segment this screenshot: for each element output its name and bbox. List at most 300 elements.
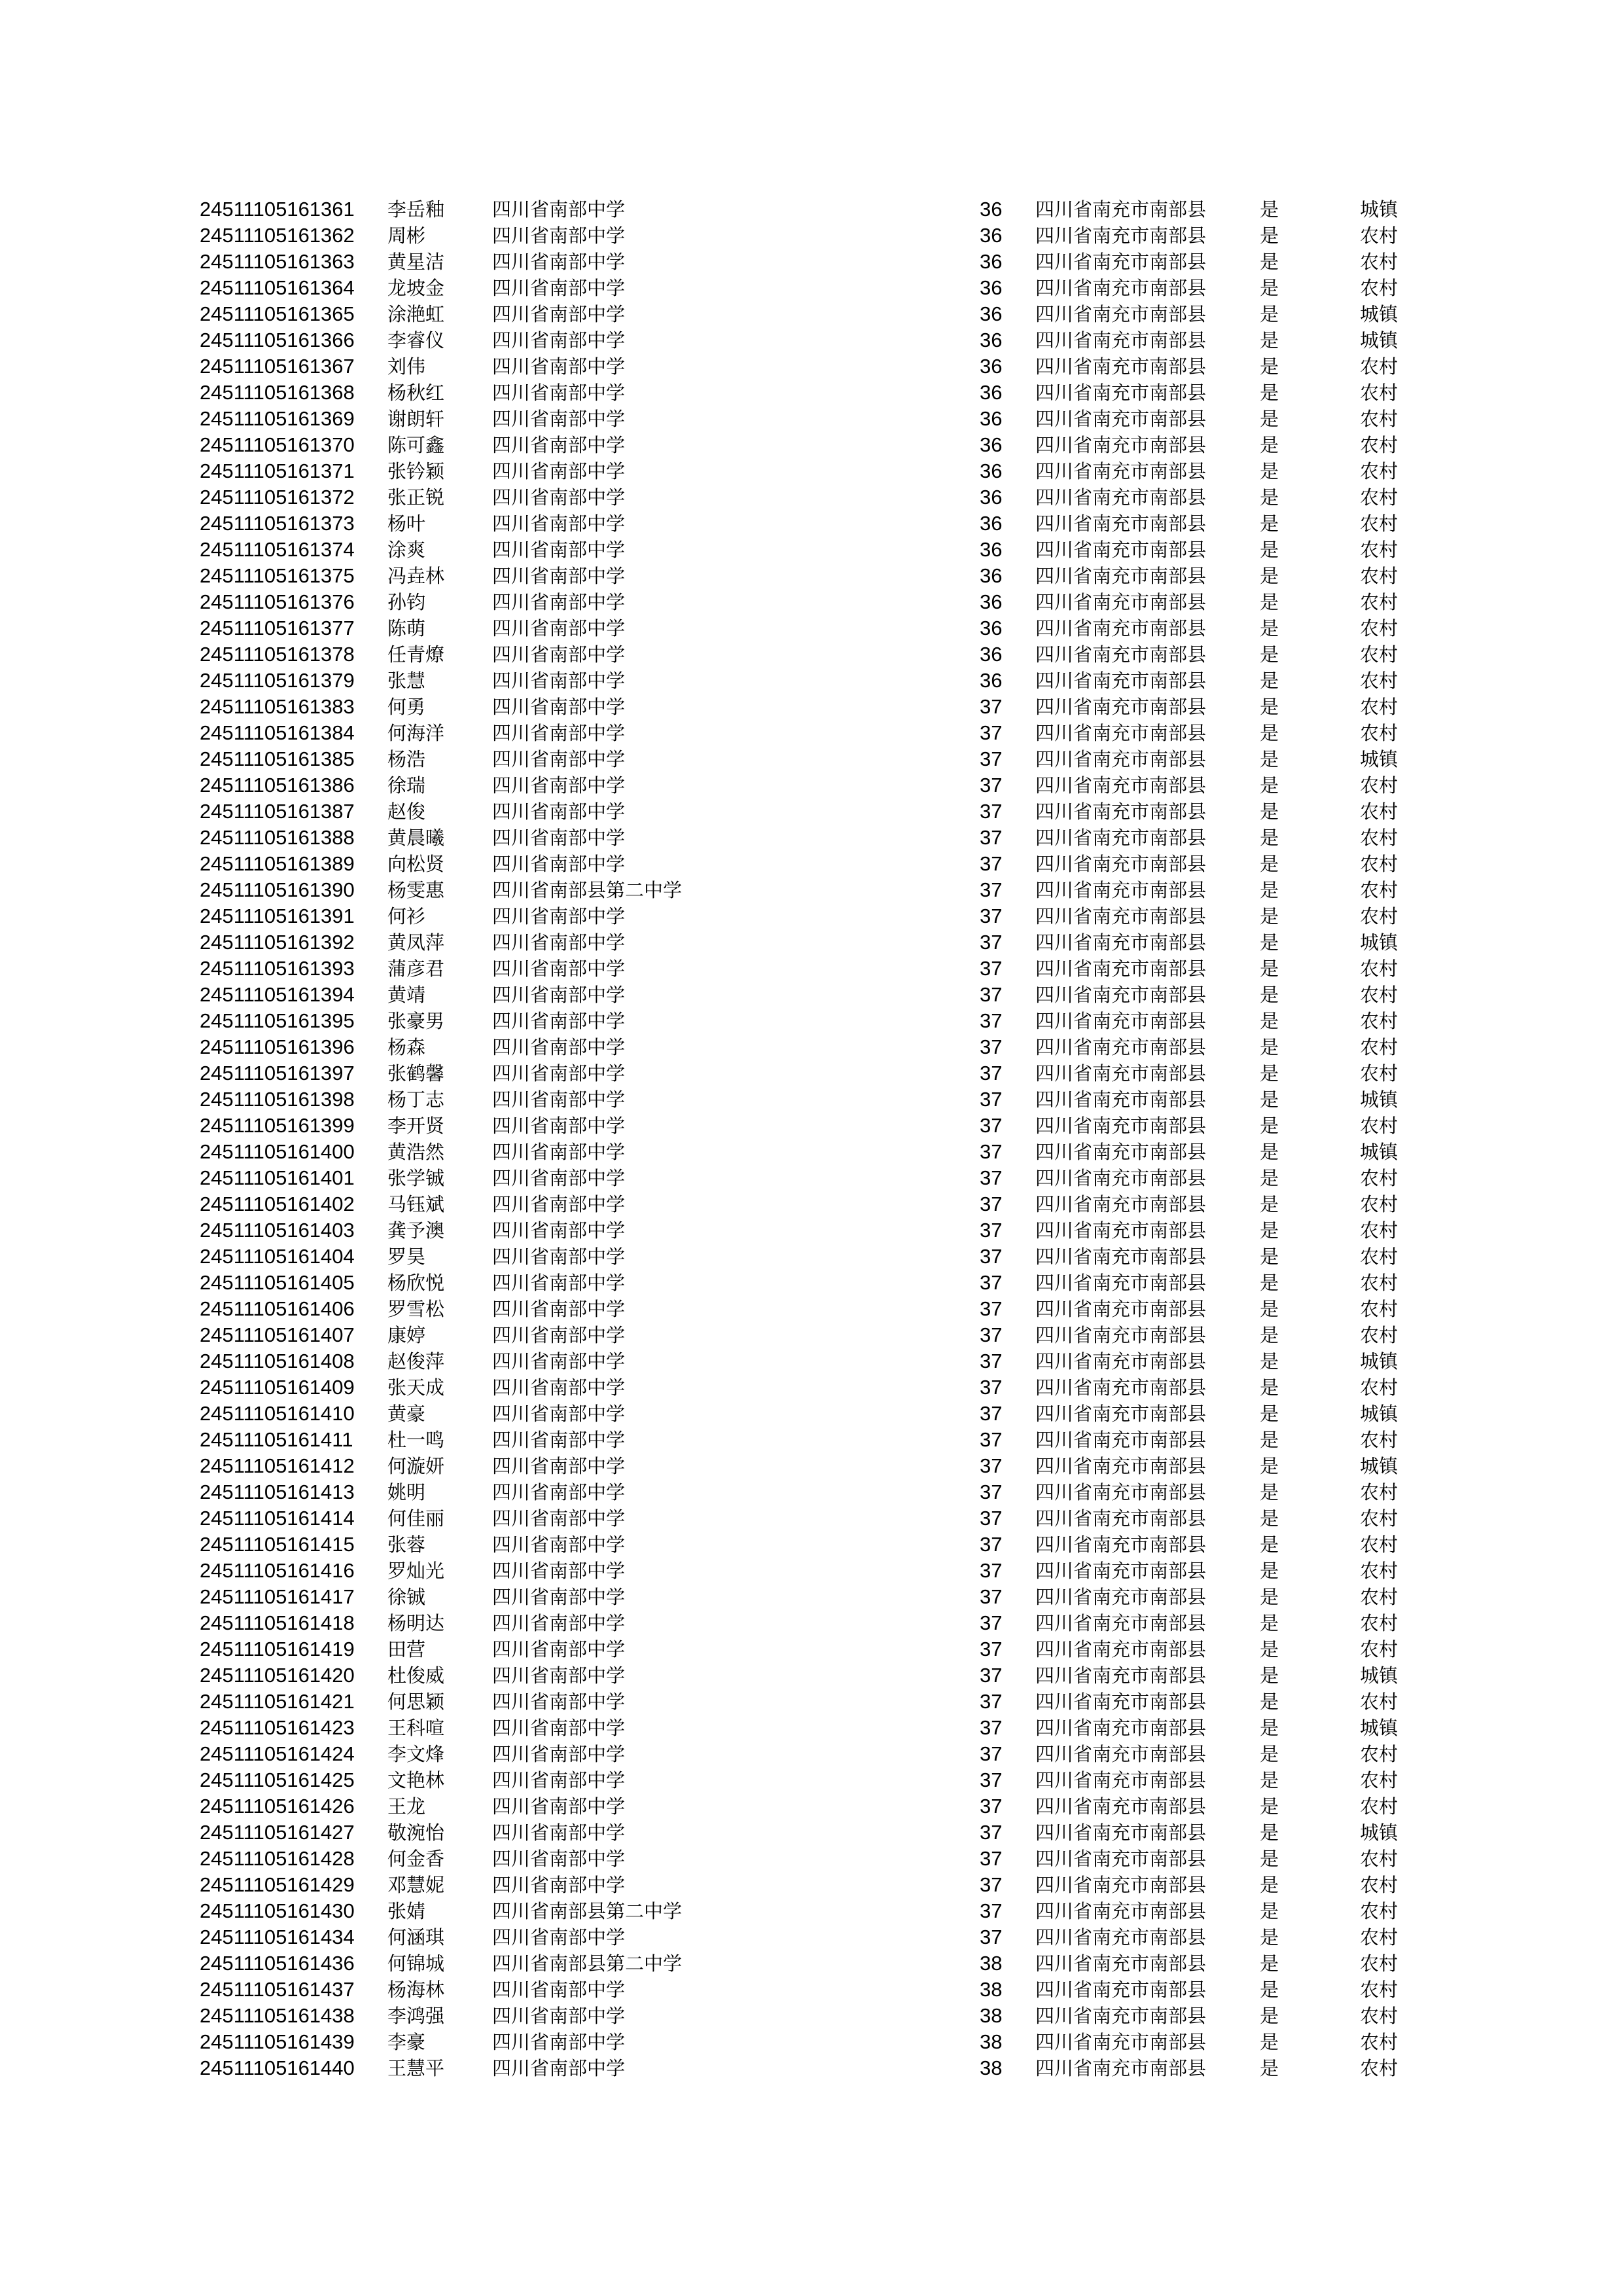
area-type-cell: 农村 (1360, 800, 1399, 823)
table-row (0, 1977, 1623, 2003)
area-type-cell: 农村 (1360, 1036, 1399, 1058)
table-row (0, 1898, 1623, 1924)
region-cell: 四川省南充市南部县 (1035, 643, 1207, 666)
score-cell: 36 (980, 407, 1003, 430)
student-name-cell: 杨欣悦 (387, 1272, 445, 1294)
region-cell: 四川省南充市南部县 (1035, 1010, 1207, 1032)
candidate-id-cell: 24511105161412 (200, 1454, 355, 1477)
region-cell: 四川省南充市南部县 (1035, 748, 1207, 770)
eligible-flag-cell: 是 (1260, 1586, 1279, 1608)
region-cell: 四川省南充市南部县 (1035, 2057, 1207, 2079)
student-name-cell: 何佳丽 (387, 1507, 445, 1530)
region-cell: 四川省南充市南部县 (1035, 1088, 1207, 1111)
region-cell: 四川省南充市南部县 (1035, 827, 1207, 849)
table-row (0, 1558, 1623, 1584)
candidate-id-cell: 24511105161407 (200, 1323, 355, 1346)
score-cell: 37 (980, 1114, 1003, 1137)
region-cell: 四川省南充市南部县 (1035, 774, 1207, 797)
eligible-flag-cell: 是 (1260, 2005, 1279, 2027)
area-type-cell: 农村 (1360, 1219, 1399, 1242)
table-row (0, 877, 1623, 903)
eligible-flag-cell: 是 (1260, 1088, 1279, 1111)
table-row (0, 1636, 1623, 1662)
school-name-cell: 四川省南部中学 (492, 827, 626, 849)
student-name-cell: 张婧 (387, 1900, 426, 1922)
student-name-cell: 杨叶 (387, 512, 426, 535)
area-type-cell: 农村 (1360, 1874, 1399, 1896)
student-name-cell: 李岳釉 (387, 198, 445, 221)
student-name-cell: 刘伟 (387, 355, 426, 378)
area-type-cell: 农村 (1360, 1743, 1399, 1765)
candidate-id-cell: 24511105161430 (200, 1899, 355, 1922)
school-name-cell: 四川省南部中学 (492, 1088, 626, 1111)
candidate-id-cell: 24511105161434 (200, 1926, 355, 1948)
student-name-cell: 黄靖 (387, 984, 426, 1006)
candidate-id-cell: 24511105161394 (200, 983, 355, 1006)
eligible-flag-cell: 是 (1260, 486, 1279, 509)
eligible-flag-cell: 是 (1260, 539, 1279, 561)
area-type-cell: 农村 (1360, 512, 1399, 535)
region-cell: 四川省南充市南部县 (1035, 1717, 1207, 1739)
student-name-cell: 杨丁志 (387, 1088, 445, 1111)
table-row (0, 798, 1623, 825)
table-row (0, 1479, 1623, 1505)
area-type-cell: 农村 (1360, 1638, 1399, 1660)
school-name-cell: 四川省南部中学 (492, 643, 626, 666)
table-row (0, 223, 1623, 249)
school-name-cell: 四川省南部中学 (492, 591, 626, 613)
table-row (0, 1950, 1623, 1977)
candidate-id-cell: 24511105161400 (200, 1140, 355, 1163)
region-cell: 四川省南充市南部县 (1035, 1664, 1207, 1687)
school-name-cell: 四川省南部中学 (492, 355, 626, 378)
region-cell: 四川省南充市南部县 (1035, 853, 1207, 875)
area-type-cell: 农村 (1360, 1979, 1399, 2001)
school-name-cell: 四川省南部中学 (492, 1874, 626, 1896)
region-cell: 四川省南充市南部县 (1035, 198, 1207, 221)
region-cell: 四川省南充市南部县 (1035, 1638, 1207, 1660)
school-name-cell: 四川省南部中学 (492, 1167, 626, 1189)
area-type-cell: 农村 (1360, 1246, 1399, 1268)
eligible-flag-cell: 是 (1260, 2031, 1279, 2053)
region-cell: 四川省南充市南部县 (1035, 696, 1207, 718)
table-row (0, 1165, 1623, 1191)
student-name-cell: 张豪男 (387, 1010, 445, 1032)
table-row (0, 1662, 1623, 1689)
school-name-cell: 四川省南部县第二中学 (492, 1900, 683, 1922)
area-type-cell: 农村 (1360, 827, 1399, 849)
table-row (0, 1322, 1623, 1348)
table-row (0, 353, 1623, 380)
candidate-id-cell: 24511105161369 (200, 407, 355, 430)
candidate-id-cell: 24511105161401 (200, 1166, 355, 1189)
area-type-cell: 农村 (1360, 879, 1399, 901)
student-name-cell: 杜一鸣 (387, 1429, 445, 1451)
candidate-id-cell: 24511105161397 (200, 1062, 355, 1085)
candidate-id-cell: 24511105161396 (200, 1035, 355, 1058)
table-row (0, 1060, 1623, 1086)
region-cell: 四川省南充市南部县 (1035, 591, 1207, 613)
candidate-id-cell: 24511105161370 (200, 433, 355, 456)
candidate-id-cell: 24511105161377 (200, 617, 355, 639)
area-type-cell: 农村 (1360, 565, 1399, 587)
eligible-flag-cell: 是 (1260, 774, 1279, 797)
candidate-id-cell: 24511105161386 (200, 774, 355, 797)
area-type-cell: 农村 (1360, 1900, 1399, 1922)
student-name-cell: 王科喧 (387, 1717, 445, 1739)
school-name-cell: 四川省南部中学 (492, 434, 626, 456)
score-cell: 36 (980, 564, 1003, 587)
region-cell: 四川省南充市南部县 (1035, 460, 1207, 482)
school-name-cell: 四川省南部中学 (492, 329, 626, 351)
student-name-cell: 杨森 (387, 1036, 426, 1058)
table-row (0, 746, 1623, 772)
school-name-cell: 四川省南部中学 (492, 617, 626, 639)
score-cell: 37 (980, 1297, 1003, 1320)
table-row (0, 1034, 1623, 1060)
candidate-id-cell: 24511105161437 (200, 1978, 355, 2001)
area-type-cell: 农村 (1360, 591, 1399, 613)
table-row (0, 1348, 1623, 1374)
area-type-cell: 农村 (1360, 539, 1399, 561)
eligible-flag-cell: 是 (1260, 905, 1279, 927)
area-type-cell: 农村 (1360, 984, 1399, 1006)
school-name-cell: 四川省南部中学 (492, 408, 626, 430)
eligible-flag-cell: 是 (1260, 277, 1279, 299)
candidate-id-cell: 24511105161415 (200, 1533, 355, 1556)
table-row (0, 694, 1623, 720)
region-cell: 四川省南充市南部县 (1035, 1979, 1207, 2001)
table-row (0, 1270, 1623, 1296)
student-name-cell: 涂爽 (387, 539, 426, 561)
eligible-flag-cell: 是 (1260, 1638, 1279, 1660)
school-name-cell: 四川省南部中学 (492, 1664, 626, 1687)
school-name-cell: 四川省南部中学 (492, 460, 626, 482)
school-name-cell: 四川省南部中学 (492, 984, 626, 1006)
area-type-cell: 农村 (1360, 696, 1399, 718)
candidate-id-cell: 24511105161423 (200, 1716, 355, 1739)
score-cell: 37 (980, 1350, 1003, 1372)
school-name-cell: 四川省南部中学 (492, 1141, 626, 1163)
school-name-cell: 四川省南部中学 (492, 1036, 626, 1058)
student-name-cell: 张学铖 (387, 1167, 445, 1189)
eligible-flag-cell: 是 (1260, 512, 1279, 535)
student-name-cell: 赵俊 (387, 800, 426, 823)
student-name-cell: 何锦城 (387, 1952, 445, 1975)
score-cell: 36 (980, 538, 1003, 561)
region-cell: 四川省南充市南部县 (1035, 1481, 1207, 1503)
candidate-id-cell: 24511105161362 (200, 224, 355, 247)
student-name-cell: 黄浩然 (387, 1141, 445, 1163)
student-name-cell: 李睿仪 (387, 329, 445, 351)
table-row (0, 432, 1623, 458)
table-row (0, 301, 1623, 327)
area-type-cell: 农村 (1360, 1848, 1399, 1870)
region-cell: 四川省南充市南部县 (1035, 1036, 1207, 1058)
area-type-cell: 农村 (1360, 2005, 1399, 2027)
region-cell: 四川省南充市南部县 (1035, 1900, 1207, 1922)
area-type-cell: 农村 (1360, 670, 1399, 692)
candidate-id-cell: 24511105161389 (200, 852, 355, 875)
candidate-id-cell: 24511105161366 (200, 329, 355, 351)
score-cell: 36 (980, 381, 1003, 404)
table-row (0, 1532, 1623, 1558)
school-name-cell: 四川省南部中学 (492, 1455, 626, 1477)
candidate-id-cell: 24511105161384 (200, 721, 355, 744)
score-cell: 37 (980, 695, 1003, 718)
score-cell: 37 (980, 721, 1003, 744)
region-cell: 四川省南充市南部县 (1035, 1455, 1207, 1477)
eligible-flag-cell: 是 (1260, 696, 1279, 718)
school-name-cell: 四川省南部中学 (492, 539, 626, 561)
score-cell: 37 (980, 1873, 1003, 1896)
table-row (0, 380, 1623, 406)
region-cell: 四川省南充市南部县 (1035, 800, 1207, 823)
area-type-cell: 农村 (1360, 251, 1399, 273)
school-name-cell: 四川省南部中学 (492, 1979, 626, 2001)
candidate-id-cell: 24511105161429 (200, 1873, 355, 1896)
region-cell: 四川省南充市南部县 (1035, 1534, 1207, 1556)
student-name-cell: 张天成 (387, 1376, 445, 1399)
table-row (0, 1086, 1623, 1113)
student-name-cell: 文艳林 (387, 1769, 445, 1791)
area-type-cell: 农村 (1360, 1560, 1399, 1582)
score-cell: 37 (980, 1507, 1003, 1530)
school-name-cell: 四川省南部中学 (492, 251, 626, 273)
region-cell: 四川省南充市南部县 (1035, 617, 1207, 639)
score-cell: 37 (980, 1690, 1003, 1713)
table-row (0, 327, 1623, 353)
eligible-flag-cell: 是 (1260, 1062, 1279, 1085)
region-cell: 四川省南充市南部县 (1035, 565, 1207, 587)
region-cell: 四川省南充市南部县 (1035, 1324, 1207, 1346)
area-type-cell: 农村 (1360, 905, 1399, 927)
region-cell: 四川省南充市南部县 (1035, 1795, 1207, 1818)
eligible-flag-cell: 是 (1260, 1979, 1279, 2001)
area-type-cell: 农村 (1360, 224, 1399, 247)
school-name-cell: 四川省南部中学 (492, 1821, 626, 1844)
student-name-cell: 张慧 (387, 670, 426, 692)
eligible-flag-cell: 是 (1260, 670, 1279, 692)
region-cell: 四川省南充市南部县 (1035, 1246, 1207, 1268)
score-cell: 38 (980, 1978, 1003, 2001)
eligible-flag-cell: 是 (1260, 1272, 1279, 1294)
region-cell: 四川省南充市南部县 (1035, 931, 1207, 954)
student-name-cell: 杨海林 (387, 1979, 445, 2001)
school-name-cell: 四川省南部中学 (492, 1272, 626, 1294)
score-cell: 37 (980, 905, 1003, 927)
candidate-id-cell: 24511105161374 (200, 538, 355, 561)
eligible-flag-cell: 是 (1260, 434, 1279, 456)
region-cell: 四川省南充市南部县 (1035, 512, 1207, 535)
area-type-cell: 农村 (1360, 1926, 1399, 1948)
score-cell: 37 (980, 1428, 1003, 1451)
candidate-id-cell: 24511105161376 (200, 590, 355, 613)
eligible-flag-cell: 是 (1260, 879, 1279, 901)
school-name-cell: 四川省南部中学 (492, 1534, 626, 1556)
score-cell: 37 (980, 931, 1003, 954)
area-type-cell: 农村 (1360, 1795, 1399, 1818)
table-row (0, 956, 1623, 982)
eligible-flag-cell: 是 (1260, 958, 1279, 980)
region-cell: 四川省南充市南部县 (1035, 1219, 1207, 1242)
school-name-cell: 四川省南部中学 (492, 1848, 626, 1870)
table-row (0, 563, 1623, 589)
student-name-cell: 蒲彦君 (387, 958, 445, 980)
school-name-cell: 四川省南部中学 (492, 1612, 626, 1634)
eligible-flag-cell: 是 (1260, 224, 1279, 247)
table-row (0, 929, 1623, 956)
eligible-flag-cell: 是 (1260, 460, 1279, 482)
candidate-id-cell: 24511105161364 (200, 276, 355, 299)
table-row (0, 772, 1623, 798)
eligible-flag-cell: 是 (1260, 1900, 1279, 1922)
area-type-cell: 农村 (1360, 1429, 1399, 1451)
table-row (0, 2029, 1623, 2055)
region-cell: 四川省南充市南部县 (1035, 539, 1207, 561)
candidate-id-cell: 24511105161388 (200, 826, 355, 849)
area-type-cell: 农村 (1360, 1376, 1399, 1399)
eligible-flag-cell: 是 (1260, 1036, 1279, 1058)
area-type-cell: 城镇 (1360, 303, 1399, 325)
school-name-cell: 四川省南部中学 (492, 1691, 626, 1713)
region-cell: 四川省南充市南部县 (1035, 355, 1207, 378)
eligible-flag-cell: 是 (1260, 984, 1279, 1006)
region-cell: 四川省南充市南部县 (1035, 1115, 1207, 1137)
table-row (0, 1767, 1623, 1793)
candidate-id-cell: 24511105161424 (200, 1742, 355, 1765)
area-type-cell: 城镇 (1360, 1088, 1399, 1111)
score-cell: 37 (980, 1062, 1003, 1085)
area-type-cell: 农村 (1360, 1324, 1399, 1346)
region-cell: 四川省南充市南部县 (1035, 1193, 1207, 1215)
table-row (0, 1427, 1623, 1453)
score-cell: 37 (980, 1847, 1003, 1870)
score-cell: 36 (980, 643, 1003, 666)
region-cell: 四川省南充市南部县 (1035, 1769, 1207, 1791)
table-row (0, 196, 1623, 223)
school-name-cell: 四川省南部县第二中学 (492, 879, 683, 901)
table-row (0, 1924, 1623, 1950)
area-type-cell: 农村 (1360, 1586, 1399, 1608)
student-name-cell: 任青燎 (387, 643, 445, 666)
area-type-cell: 农村 (1360, 774, 1399, 797)
area-type-cell: 城镇 (1360, 1821, 1399, 1844)
eligible-flag-cell: 是 (1260, 1769, 1279, 1791)
student-name-cell: 陈萌 (387, 617, 426, 639)
school-name-cell: 四川省南部中学 (492, 1376, 626, 1399)
school-name-cell: 四川省南部中学 (492, 198, 626, 221)
school-name-cell: 四川省南部中学 (492, 1560, 626, 1582)
region-cell: 四川省南充市南部县 (1035, 1848, 1207, 1870)
school-name-cell: 四川省南部中学 (492, 224, 626, 247)
eligible-flag-cell: 是 (1260, 1429, 1279, 1451)
region-cell: 四川省南充市南部县 (1035, 1612, 1207, 1634)
eligible-flag-cell: 是 (1260, 1455, 1279, 1477)
student-name-cell: 杜俊威 (387, 1664, 445, 1687)
region-cell: 四川省南充市南部县 (1035, 1429, 1207, 1451)
school-name-cell: 四川省南部中学 (492, 1219, 626, 1242)
school-name-cell: 四川省南部中学 (492, 1429, 626, 1451)
student-name-cell: 张正锐 (387, 486, 445, 509)
student-name-cell: 徐铖 (387, 1586, 426, 1608)
school-name-cell: 四川省南部中学 (492, 2005, 626, 2027)
school-name-cell: 四川省南部中学 (492, 1769, 626, 1791)
school-name-cell: 四川省南部中学 (492, 1586, 626, 1608)
area-type-cell: 农村 (1360, 1298, 1399, 1320)
region-cell: 四川省南充市南部县 (1035, 1560, 1207, 1582)
eligible-flag-cell: 是 (1260, 1115, 1279, 1137)
score-cell: 36 (980, 250, 1003, 273)
school-name-cell: 四川省南部中学 (492, 1795, 626, 1818)
eligible-flag-cell: 是 (1260, 1795, 1279, 1818)
table-row (0, 615, 1623, 641)
score-cell: 36 (980, 329, 1003, 351)
school-name-cell: 四川省南部中学 (492, 696, 626, 718)
candidate-id-cell: 24511105161410 (200, 1402, 355, 1425)
region-cell: 四川省南充市南部县 (1035, 251, 1207, 273)
school-name-cell: 四川省南部中学 (492, 800, 626, 823)
school-name-cell: 四川省南部中学 (492, 2057, 626, 2079)
eligible-flag-cell: 是 (1260, 591, 1279, 613)
student-name-cell: 马钰斌 (387, 1193, 445, 1215)
table-row (0, 511, 1623, 537)
eligible-flag-cell: 是 (1260, 1219, 1279, 1242)
student-name-cell: 黄晨曦 (387, 827, 445, 849)
eligible-flag-cell: 是 (1260, 827, 1279, 849)
score-cell: 37 (980, 774, 1003, 797)
area-type-cell: 城镇 (1360, 329, 1399, 351)
area-type-cell: 农村 (1360, 1952, 1399, 1975)
candidate-id-cell: 24511105161391 (200, 905, 355, 927)
eligible-flag-cell: 是 (1260, 1376, 1279, 1399)
school-name-cell: 四川省南部中学 (492, 670, 626, 692)
table-row (0, 1741, 1623, 1767)
student-name-cell: 敬涴怡 (387, 1821, 445, 1844)
candidate-id-cell: 24511105161439 (200, 2030, 355, 2053)
eligible-flag-cell: 是 (1260, 382, 1279, 404)
eligible-flag-cell: 是 (1260, 1141, 1279, 1163)
score-cell: 36 (980, 617, 1003, 639)
student-name-cell: 龚予澳 (387, 1219, 445, 1242)
student-name-cell: 罗昊 (387, 1246, 426, 1268)
area-type-cell: 农村 (1360, 1010, 1399, 1032)
eligible-flag-cell: 是 (1260, 1010, 1279, 1032)
table-row (0, 1217, 1623, 1244)
region-cell: 四川省南充市南部县 (1035, 408, 1207, 430)
area-type-cell: 农村 (1360, 434, 1399, 456)
eligible-flag-cell: 是 (1260, 748, 1279, 770)
score-cell: 36 (980, 433, 1003, 456)
area-type-cell: 农村 (1360, 958, 1399, 980)
table-row (0, 1139, 1623, 1165)
area-type-cell: 城镇 (1360, 748, 1399, 770)
score-cell: 36 (980, 669, 1003, 692)
area-type-cell: 农村 (1360, 1612, 1399, 1634)
region-cell: 四川省南充市南部县 (1035, 879, 1207, 901)
score-cell: 37 (980, 852, 1003, 875)
school-name-cell: 四川省南部中学 (492, 1298, 626, 1320)
region-cell: 四川省南充市南部县 (1035, 722, 1207, 744)
candidate-id-cell: 24511105161414 (200, 1507, 355, 1530)
area-type-cell: 农村 (1360, 277, 1399, 299)
candidate-id-cell: 24511105161395 (200, 1009, 355, 1032)
region-cell: 四川省南充市南部县 (1035, 1586, 1207, 1608)
area-type-cell: 农村 (1360, 486, 1399, 509)
school-name-cell: 四川省南部中学 (492, 722, 626, 744)
score-cell: 38 (980, 2004, 1003, 2027)
student-name-cell: 田营 (387, 1638, 426, 1660)
